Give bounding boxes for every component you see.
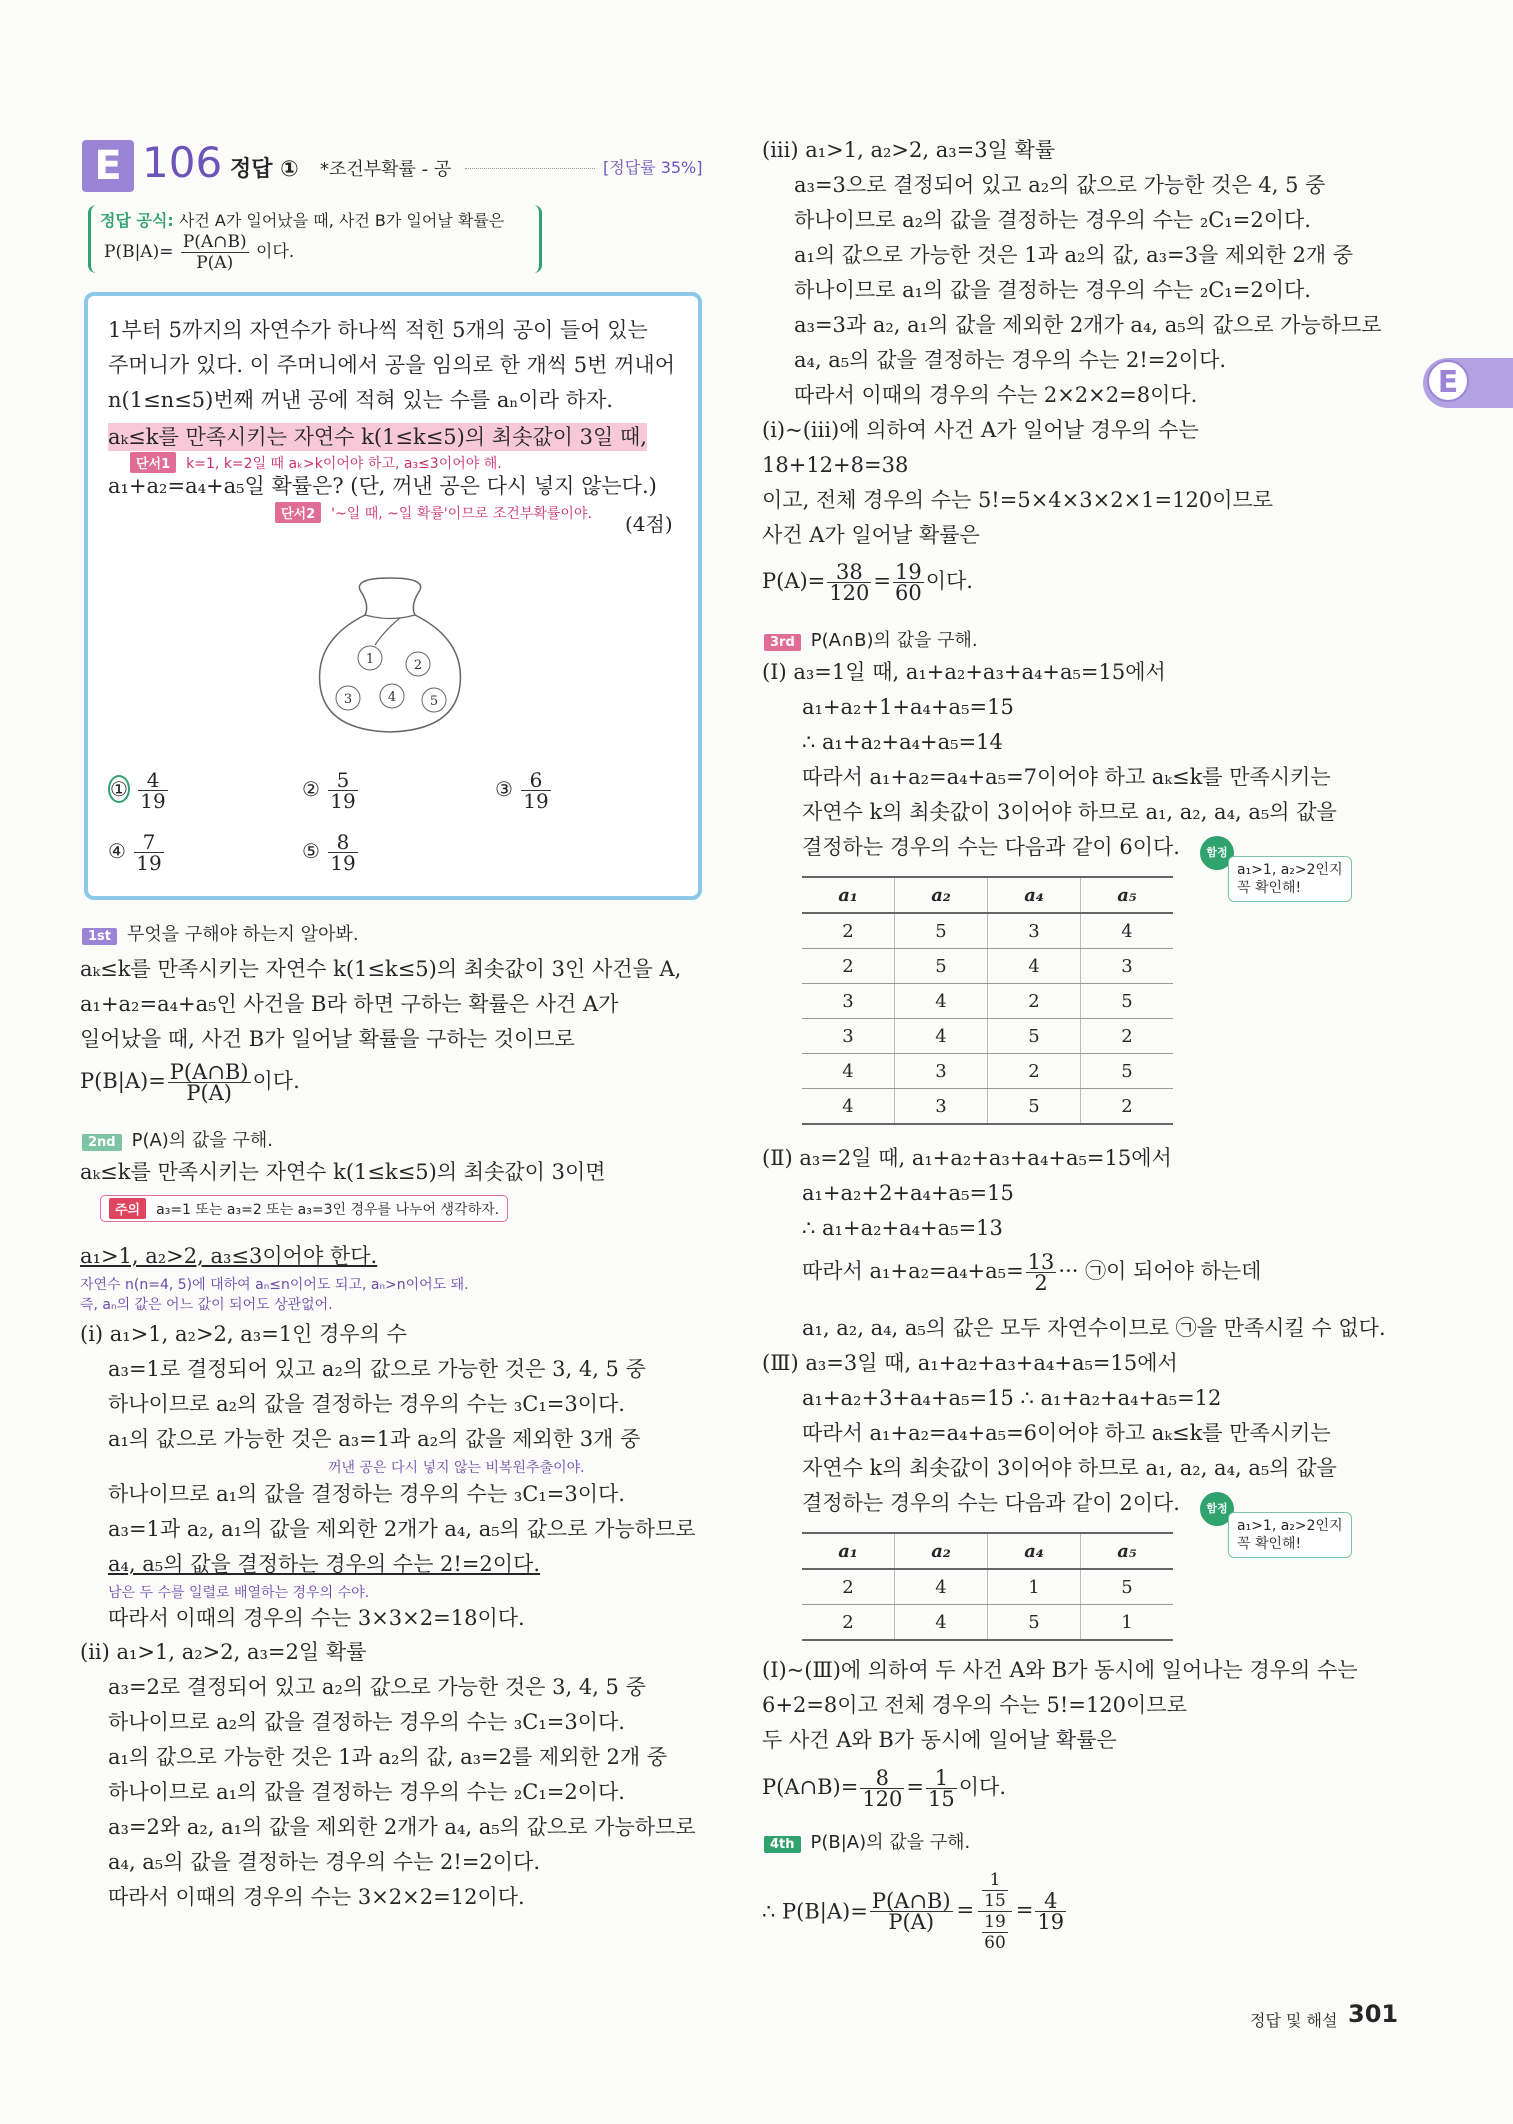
table-cell: 3 <box>895 1054 988 1089</box>
problem-line-2: 주머니가 있다. 이 주머니에서 공을 임의로 한 개씩 5번 꺼내어 <box>108 353 675 377</box>
table1-header-3: a₅ <box>1081 877 1174 913</box>
step2-badge: 2nd <box>82 1134 122 1151</box>
step2-title: P(A)의 값을 구해. <box>131 1130 273 1151</box>
problem-line-3: n(1≤n≤5)번째 꺼낸 공에 적혀 있는 수를 aₙ이라 하자. <box>108 388 613 412</box>
table-cell: 4 <box>988 949 1081 984</box>
table-cell: 5 <box>988 1089 1081 1125</box>
case-iii-line-5: 하나이므로 a₁의 값을 결정하는 경우의 수는 ₂C₁=2이다. <box>794 278 1311 302</box>
hint2-text: '~일 때, ~일 확률'이므로 조건부확률이야. <box>331 506 592 522</box>
table-cell: 4 <box>895 1605 988 1641</box>
step2-summary-4: 사건 A가 일어날 확률은 <box>762 523 980 547</box>
step2-heading <box>82 1126 273 1152</box>
caution-tag: 주의 <box>109 1198 146 1219</box>
choice-1-mark: ① <box>110 777 128 801</box>
formula-prefix: P(B|A)= <box>104 242 174 262</box>
table-row <box>802 1569 1173 1605</box>
case-I-line-1: (Ⅰ) a₃=1일 때, a₁+a₂+a₃+a₄+a₅=15에서 <box>762 660 1166 684</box>
table-row <box>802 1019 1173 1054</box>
hint2 <box>275 502 592 523</box>
case-i-line-3: 하나이므로 a₂의 값을 결정하는 경우의 수는 ₃C₁=3이다. <box>108 1392 625 1416</box>
hint1 <box>130 452 502 473</box>
cases-table-2 <box>802 1532 1173 1641</box>
pouch-illustration <box>300 570 480 740</box>
case-iii-line-7: a₄, a₅의 값을 결정하는 경우의 수는 2!=2이다. <box>794 348 1227 372</box>
step3-summary-2: 6+2=8이고 전체 경우의 수는 5!=120이므로 <box>762 1693 1187 1717</box>
table-cell: 5 <box>1081 984 1174 1019</box>
hint1-tag: 단서1 <box>130 452 176 473</box>
hint2-tag: 단서2 <box>275 502 321 523</box>
table2-header-3: a₅ <box>1081 1533 1174 1569</box>
choice-4-mark: ④ <box>108 839 126 863</box>
table-cell: 5 <box>1081 1054 1174 1089</box>
choice-1[interactable]: ① $\frac{4}{19}$ <box>110 768 166 813</box>
table-cell: 3 <box>1081 949 1174 984</box>
table-cell: 5 <box>1081 1569 1174 1605</box>
ball-label-3: 3 <box>343 692 353 707</box>
ball-label-1: 1 <box>365 652 375 667</box>
pab-formula: P(A∩B)= $\frac{8}{120}$ = $\frac{1}{15}$ 이다. <box>762 1766 1006 1811</box>
final-formula: ∴ P(B|A)= $\frac{P(A\cap B)}{P(A)}$ = $\frac{\frac{1}{15}}{\frac{19}{60}}$ = $\frac{4}{19}$ <box>762 1870 1065 1953</box>
trap-tip-1-line2: 꼭 확인해! <box>1237 880 1302 896</box>
table-cell: 3 <box>802 984 895 1019</box>
case-II-line-1: (Ⅱ) a₃=2일 때, a₁+a₂+a₃+a₄+a₅=15에서 <box>762 1146 1172 1170</box>
step3-summary-1: (Ⅰ)~(Ⅲ)에 의하여 두 사건 A와 B가 동시에 일어나는 경우의 수는 <box>762 1658 1358 1682</box>
choice-5-mark: ⑤ <box>302 839 320 863</box>
case-i-line-1: (i) a₁>1, a₂>2, a₃=1인 경우의 수 <box>80 1322 407 1346</box>
table-row <box>802 1054 1173 1089</box>
case-II-line-3: ∴ a₁+a₂+a₄+a₅=13 <box>802 1216 1003 1240</box>
table-row <box>802 984 1173 1019</box>
step1-heading <box>82 920 359 946</box>
step1-title: 무엇을 구해야 하는지 알아봐. <box>127 924 359 945</box>
trap-tip-1-line1: a₁>1, a₂>2인지 <box>1237 862 1343 878</box>
pa-formula: P(A)= $\frac{38}{120}$ = $\frac{19}{60}$ 이다. <box>762 560 973 605</box>
answer-label: 정답 ① <box>230 157 299 182</box>
cases-table-1 <box>802 876 1173 1125</box>
step3-summary-3: 두 사건 A와 B가 동시에 일어날 확률은 <box>762 1728 1117 1752</box>
table-row <box>802 1605 1173 1641</box>
table-cell: 3 <box>895 1089 988 1125</box>
table-cell: 5 <box>895 913 988 949</box>
case-II-line-2: a₁+a₂+2+a₄+a₅=15 <box>802 1181 1014 1205</box>
trap-tip-2 <box>1228 1512 1352 1558</box>
choice-5[interactable]: ⑤ $\frac{8}{19}$ <box>302 830 356 875</box>
case-ii-line-3: 하나이므로 a₂의 값을 결정하는 경우의 수는 ₃C₁=3이다. <box>108 1710 625 1734</box>
table-row <box>802 913 1173 949</box>
step3-badge: 3rd <box>764 634 801 651</box>
case-iii-line-1: (iii) a₁>1, a₂>2, a₃=3일 확률 <box>762 138 1056 162</box>
side-tab[interactable] <box>1423 358 1513 408</box>
table1-header-0: a₁ <box>802 877 895 913</box>
case-i-line-6: a₃=1과 a₂, a₁의 값을 제외한 2개가 a₄, a₅의 값으로 가능하므로 <box>108 1517 696 1541</box>
step2-summary-1: (i)~(iii)에 의하여 사건 A가 일어날 경우의 수는 <box>762 418 1199 442</box>
side-tab-label: E <box>1427 360 1469 402</box>
trap-tip-1 <box>1228 856 1352 902</box>
case-i-note-2: 남은 두 수를 일렬로 배열하는 경우의 수야. <box>108 1585 370 1601</box>
step1-line-3: 일어났을 때, 사건 B가 일어날 확률을 구하는 것이므로 <box>80 1027 575 1051</box>
table1-header-2: a₄ <box>988 877 1081 913</box>
step2-condition: a₁>1, a₂>2, a₃≤3이어야 한다. <box>80 1244 378 1268</box>
case-II-fraction-line: 따라서 a₁+a₂=a₄+a₅= $\frac{13}{2}$ ··· ㉠이 되어야 하는데 <box>802 1250 1262 1295</box>
ball-label-2: 2 <box>413 658 423 673</box>
problem-line-1: 1부터 5까지의 자연수가 하나씩 적힌 5개의 공이 들어 있는 <box>108 318 648 342</box>
step4-title: P(B|A)의 값을 구해. <box>810 1832 971 1853</box>
table1-header-1: a₂ <box>895 877 988 913</box>
table-row <box>802 949 1173 984</box>
step3-title: P(A∩B)의 값을 구해. <box>810 630 978 651</box>
table-cell: 2 <box>802 1605 895 1641</box>
formula-label: 정답 공식: <box>100 211 174 230</box>
step2-note-2: 즉, aₙ의 값은 어느 값이 되어도 상관없어. <box>80 1297 333 1313</box>
hint1-text: k=1, k=2일 때 aₖ>k이어야 하고, a₃≤3이어야 해. <box>186 456 502 472</box>
header-dots <box>465 168 595 169</box>
caution-text: a₃=1 또는 a₃=2 또는 a₃=3인 경우를 나누어 생각하자. <box>156 1202 500 1218</box>
trap-icon-2: 함정 <box>1200 1492 1234 1526</box>
topic-label: *조건부확률 - 공 <box>320 159 452 180</box>
case-iii-line-3: 하나이므로 a₂의 값을 결정하는 경우의 수는 ₂C₁=2이다. <box>794 208 1311 232</box>
table-cell: 2 <box>988 984 1081 1019</box>
trap-tip-2-line2: 꼭 확인해! <box>1237 1536 1302 1552</box>
table-cell: 4 <box>1081 913 1174 949</box>
table2-header-0: a₁ <box>802 1533 895 1569</box>
case-i-line-7: a₄, a₅의 값을 결정하는 경우의 수는 2!=2이다. <box>108 1552 541 1576</box>
section-badge: E <box>82 140 134 192</box>
table-cell: 2 <box>802 949 895 984</box>
choice-3-mark: ③ <box>495 777 513 801</box>
table-cell: 2 <box>1081 1019 1174 1054</box>
formula-line1 <box>100 208 504 231</box>
case-I-line-3: ∴ a₁+a₂+a₄+a₅=14 <box>802 730 1003 754</box>
table-cell: 4 <box>895 984 988 1019</box>
case-I-line-6: 결정하는 경우의 수는 다음과 같이 6이다. <box>802 835 1180 859</box>
step1-badge: 1st <box>82 928 117 945</box>
case-i-line-5: 하나이므로 a₁의 값을 결정하는 경우의 수는 ₃C₁=3이다. <box>108 1482 625 1506</box>
problem-line-5: a₁+a₂=a₄+a₅일 확률은? (단, 꺼낸 공은 다시 넣지 않는다.) <box>108 474 657 498</box>
case-III-line-5: 결정하는 경우의 수는 다음과 같이 2이다. <box>802 1491 1180 1515</box>
case-I-line-4: 따라서 a₁+a₂=a₄+a₅=7이어야 하고 aₖ≤k를 만족시키는 <box>802 765 1331 789</box>
table-cell: 4 <box>895 1019 988 1054</box>
table-cell: 3 <box>988 913 1081 949</box>
step2-summary-3: 이고, 전체 경우의 수는 5!=5×4×3×2×1=120이므로 <box>762 488 1274 512</box>
step1-formula: P(B|A)= $\frac{P(A\cap B)}{P(A)}$ 이다. <box>80 1060 300 1105</box>
table-cell: 3 <box>802 1019 895 1054</box>
ball-label-5: 5 <box>429 694 439 709</box>
case-ii-line-7: a₄, a₅의 값을 결정하는 경우의 수는 2!=2이다. <box>108 1850 541 1874</box>
case-III-line-2: a₁+a₂+3+a₄+a₅=15 ∴ a₁+a₂+a₄+a₅=12 <box>802 1386 1222 1410</box>
case-III-line-3: 따라서 a₁+a₂=a₄+a₅=6이어야 하고 aₖ≤k를 만족시키는 <box>802 1421 1331 1445</box>
case-ii-line-6: a₃=2와 a₂, a₁의 값을 제외한 2개가 a₄, a₅의 값으로 가능하므로 <box>108 1815 696 1839</box>
case-iii-line-8: 따라서 이때의 경우의 수는 2×2×2=8이다. <box>794 383 1198 407</box>
table-cell: 4 <box>802 1089 895 1125</box>
case-iii-line-6: a₃=3과 a₂, a₁의 값을 제외한 2개가 a₄, a₅의 값으로 가능하므로 <box>794 313 1382 337</box>
table-cell: 2 <box>802 913 895 949</box>
case-i-line-4: a₁의 값으로 가능한 것은 a₃=1과 a₂의 값을 제외한 3개 중 <box>108 1427 641 1451</box>
table2-header-2: a₄ <box>988 1533 1081 1569</box>
footer-label: 정답 및 해설 <box>1250 2011 1338 2030</box>
table-cell: 1 <box>988 1569 1081 1605</box>
case-iii-line-2: a₃=3으로 결정되어 있고 a₂의 값으로 가능한 것은 4, 5 중 <box>794 173 1326 197</box>
case-ii-line-4: a₁의 값으로 가능한 것은 1과 a₂의 값, a₃=2를 제외한 2개 중 <box>108 1745 668 1769</box>
step1-line-2: a₁+a₂=a₄+a₅인 사건을 B라 하면 구하는 확률은 사건 A가 <box>80 992 619 1016</box>
case-I-line-2: a₁+a₂+1+a₄+a₅=15 <box>802 695 1014 719</box>
table-row <box>802 1089 1173 1125</box>
formula-line2 <box>104 232 294 273</box>
step2-note-1: 자연수 n(n=4, 5)에 대하여 aₙ≤n이어도 되고, aₙ>n이어도 돼. <box>80 1277 469 1293</box>
choice-2-mark: ② <box>302 777 320 801</box>
table-cell: 5 <box>895 949 988 984</box>
case-i-line-2: a₃=1로 결정되어 있고 a₂의 값으로 가능한 것은 3, 4, 5 중 <box>108 1357 646 1381</box>
formula-fraction: $\frac{P(A\cap B)}{P(A)}$ <box>182 232 247 273</box>
step1-line-1: aₖ≤k를 만족시키는 자연수 k(1≤k≤5)의 최솟값이 3인 사건을 A, <box>80 957 682 981</box>
choice-2[interactable]: ② $\frac{5}{19}$ <box>302 768 356 813</box>
step4-heading <box>764 1828 970 1854</box>
case-i-note-1: 꺼낸 공은 다시 넣지 않는 비복원추출이야. <box>328 1460 585 1476</box>
case-ii-line-1: (ii) a₁>1, a₂>2, a₃=2일 확률 <box>80 1640 367 1664</box>
case-ii-line-8: 따라서 이때의 경우의 수는 3×2×2=12이다. <box>108 1885 525 1909</box>
formula-suffix: 이다. <box>255 242 295 262</box>
answer-rate: [정답률 35%] <box>603 158 703 177</box>
step4-badge: 4th <box>764 1836 801 1853</box>
table-cell: 5 <box>988 1019 1081 1054</box>
table-cell: 2 <box>1081 1089 1174 1125</box>
case-II-end: a₁, a₂, a₄, a₅의 값은 모두 자연수이므로 ㉠을 만족시킬 수 없다. <box>802 1316 1386 1340</box>
table-cell: 4 <box>802 1054 895 1089</box>
table-cell: 5 <box>988 1605 1081 1641</box>
step2-summary-2: 18+12+8=38 <box>762 453 909 477</box>
case-ii-line-2: a₃=2로 결정되어 있고 a₂의 값으로 가능한 것은 3, 4, 5 중 <box>108 1675 646 1699</box>
problem-line-4: aₖ≤k를 만족시키는 자연수 k(1≤k≤5)의 최솟값이 3일 때, <box>108 425 647 449</box>
case-I-line-5: 자연수 k의 최솟값이 3이어야 하므로 a₁, a₂, a₄, a₅의 값을 <box>802 800 1337 824</box>
caution-box <box>100 1195 508 1222</box>
trap-tip-2-line1: a₁>1, a₂>2인지 <box>1237 1518 1343 1534</box>
step3-heading <box>764 626 978 652</box>
table-cell: 2 <box>988 1054 1081 1089</box>
ball-label-4: 4 <box>387 690 397 705</box>
problem-number: 106 <box>142 138 223 187</box>
table2-header-1: a₂ <box>895 1533 988 1569</box>
table-cell: 2 <box>802 1569 895 1605</box>
points: (4점) <box>625 512 673 536</box>
table-cell: 1 <box>1081 1605 1174 1641</box>
choice-3[interactable]: ③ $\frac{6}{19}$ <box>495 768 549 813</box>
page-number: 301 <box>1348 2000 1399 2028</box>
trap-icon: 함정 <box>1200 836 1234 870</box>
table-cell: 4 <box>895 1569 988 1605</box>
case-ii-line-5: 하나이므로 a₁의 값을 결정하는 경우의 수는 ₂C₁=2이다. <box>108 1780 625 1804</box>
case-iii-line-4: a₁의 값으로 가능한 것은 1과 a₂의 값, a₃=3을 제외한 2개 중 <box>794 243 1354 267</box>
step2-intro: aₖ≤k를 만족시키는 자연수 k(1≤k≤5)의 최솟값이 3이면 <box>80 1160 606 1184</box>
case-i-line-8: 따라서 이때의 경우의 수는 3×3×2=18이다. <box>108 1606 525 1630</box>
case-III-line-4: 자연수 k의 최솟값이 3이어야 하므로 a₁, a₂, a₄, a₅의 값을 <box>802 1456 1337 1480</box>
case-III-line-1: (Ⅲ) a₃=3일 때, a₁+a₂+a₃+a₄+a₅=15에서 <box>762 1351 1178 1375</box>
formula-text: 사건 A가 일어났을 때, 사건 B가 일어날 확률은 <box>178 211 505 230</box>
choice-4[interactable]: ④ $\frac{7}{19}$ <box>108 830 162 875</box>
